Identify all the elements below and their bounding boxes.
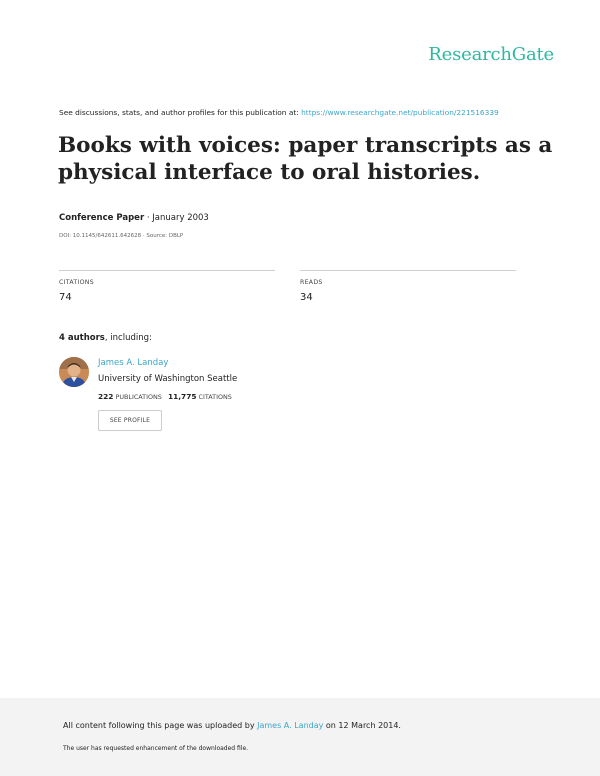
see-discussions-line — [59, 108, 499, 117]
author-publications-label: PUBLICATIONS — [115, 393, 162, 401]
footer-upload-prefix: All content following this page was uploaded by — [63, 721, 255, 730]
citations-divider — [59, 270, 275, 271]
author-citations-count: 11,775 — [167, 392, 197, 401]
author-name-link[interactable]: James A. Landay — [98, 358, 169, 368]
author-institution: University of Washington Seattle — [98, 374, 238, 384]
citations-value: 74 — [59, 292, 72, 303]
author-photo-icon — [59, 357, 89, 387]
author-publications-count: 222 — [98, 392, 114, 401]
footer-upload-line — [63, 721, 401, 730]
author-stats — [98, 392, 232, 401]
authors-including: , including: — [104, 333, 152, 343]
authors-count: 4 authors — [59, 333, 105, 343]
authors-heading — [59, 333, 152, 343]
footer-upload-suffix: on 12 March 2014. — [325, 721, 401, 730]
publication-url-link[interactable]: https://www.researchgate.net/publication/221516339 — [301, 108, 499, 117]
publication-type: Conference Paper — [59, 213, 145, 223]
footer-bar — [0, 698, 600, 776]
footer-uploader-link[interactable]: James A. Landay — [257, 721, 324, 730]
reads-value: 34 — [300, 292, 313, 303]
author-citations-label: CITATIONS — [198, 393, 232, 401]
researchgate-logo[interactable]: ResearchGate — [428, 44, 554, 65]
author-avatar[interactable] — [59, 357, 89, 387]
publication-meta — [59, 213, 209, 223]
publication-title: Books with voices: paper transcripts as a physical interface to oral histories. — [58, 133, 553, 185]
see-profile-button[interactable]: SEE PROFILE — [98, 410, 162, 431]
see-discussions-text: See discussions, stats, and author profiles for this publication at: — [59, 108, 299, 117]
citations-label: CITATIONS — [59, 279, 94, 286]
publication-doi-source: DOI: 10.1145/642611.642628 · Source: DBLP — [59, 233, 184, 239]
reads-label: READS — [300, 279, 323, 286]
reads-divider — [300, 270, 516, 271]
footer-note: The user has requested enhancement of the downloaded file. — [63, 745, 249, 752]
publication-date: · January 2003 — [146, 213, 209, 223]
